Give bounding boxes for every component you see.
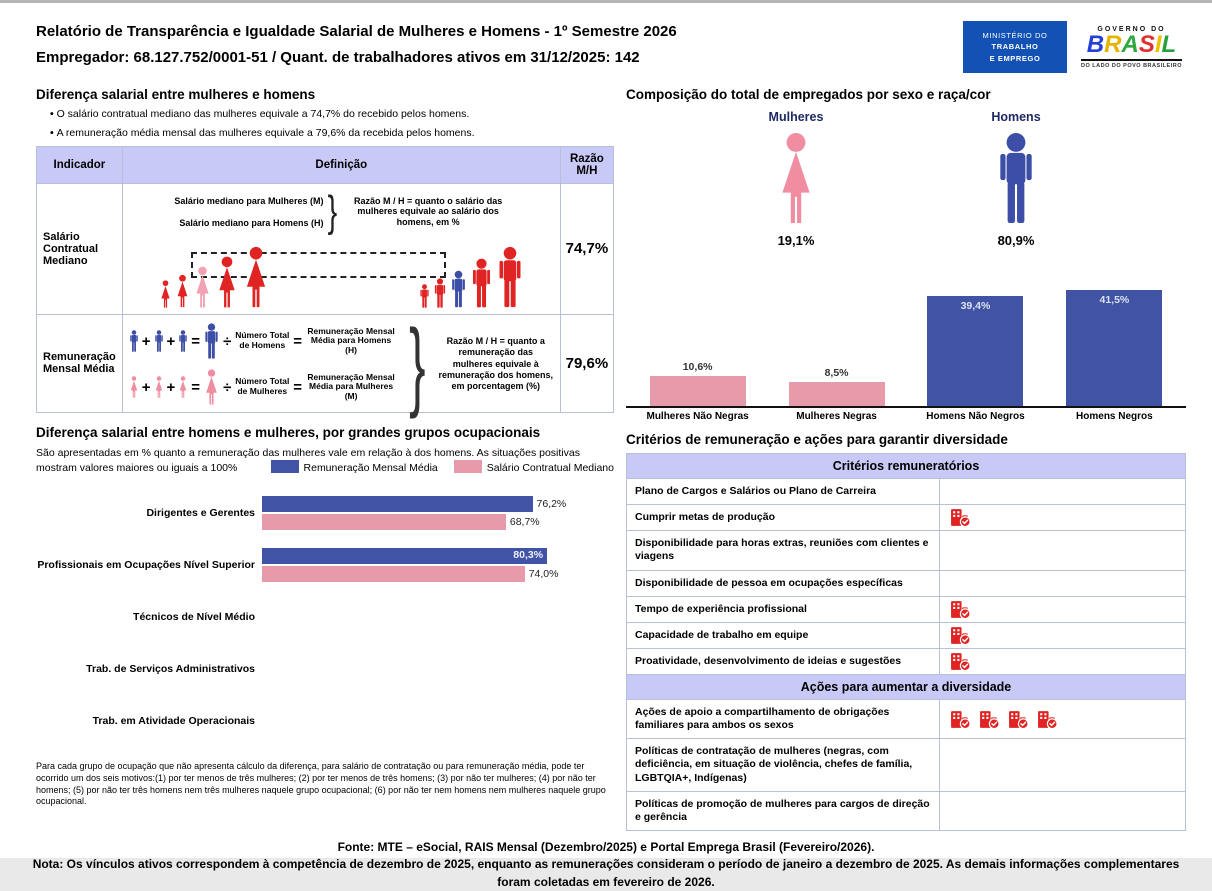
criteria-section-header: Critérios remuneratórios — [627, 454, 1186, 479]
indicator-label: Remuneração Mensal Média — [37, 314, 123, 412]
brace-icon: } — [328, 187, 338, 236]
definition-mean — [122, 308, 560, 419]
company-check-icon — [950, 710, 971, 729]
women-figures-group — [159, 246, 270, 308]
bar-mean — [262, 496, 533, 512]
occupations-title: Diferença salarial entre homens e mulheres, por grandes grupos ocupacionais — [36, 424, 541, 440]
occupations-subtitle-wrap — [36, 446, 614, 475]
men-label: Homens — [991, 110, 1041, 124]
man-icon — [154, 330, 164, 352]
women-block — [721, 110, 871, 248]
category-label: Trab. de Serviços Administrativos — [86, 662, 255, 675]
bar-value: 39,4% — [960, 299, 991, 312]
category-label: Profissionais em Ocupações Nível Superior — [37, 558, 255, 571]
criteria-label: Cumprir metas de produção — [627, 505, 940, 531]
report-footer — [0, 839, 1212, 891]
ratio-median-value: 74,7% — [560, 184, 613, 315]
indicator-table-header — [37, 147, 614, 184]
legend-label-mean: Remuneração Mensal Média — [303, 461, 438, 474]
women-result-label: Remuneração Mensal Média para Mulheres (M) — [307, 371, 395, 402]
gov-logo-brand: BRASIL — [1086, 30, 1177, 58]
men-block — [941, 110, 1091, 248]
people-pictogram — [129, 236, 554, 308]
label-salario-homens: Salário mediano para Homens (H) — [179, 217, 324, 228]
report-body — [0, 77, 1212, 831]
ratio-note-mean: Razão M / H = quanto a remuneração das mulheres equivale à remuneração dos homens, em porcentagem (%) — [438, 336, 554, 392]
mte-logo — [963, 21, 1067, 73]
man-highlight-icon — [450, 270, 467, 308]
chart-row — [36, 539, 614, 591]
report-titles — [36, 19, 677, 71]
mte-logo-line2: TRABALHO — [991, 42, 1039, 52]
men-divisor-label: Número Total de Homens — [235, 330, 290, 351]
indicator-table — [36, 146, 614, 419]
criteria-label: Tempo de experiência profissional — [627, 596, 940, 622]
footer-fonte: Fonte: MTE – eSocial, RAIS Mensal (Dezembro/2025) e Portal Emprega Brasil (Fevereiro/2026). — [337, 839, 875, 854]
woman-icon — [178, 376, 188, 398]
company-check-icon — [950, 600, 971, 619]
criteria-row — [627, 479, 1186, 505]
chart-row — [36, 487, 614, 539]
woman-icon — [175, 274, 190, 308]
composition-axis-labels — [626, 408, 1186, 422]
criteria-label: Disponibilidade para horas extras, reuniões com clientes e viagens — [627, 531, 940, 570]
bar-value: 76,2% — [536, 498, 567, 511]
bar-value: 74,0% — [528, 568, 559, 581]
criteria-row — [627, 791, 1186, 830]
man-icon — [470, 258, 493, 308]
category-label: Dirigentes e Gerentes — [146, 506, 255, 519]
report-subtitle: Empregador: 68.127.752/0001-51 / Quant. de trabalhadores ativos em 31/12/2025: 142 — [36, 49, 640, 66]
man-icon — [129, 330, 139, 352]
company-check-icon — [950, 508, 971, 527]
bar-value: 8,5% — [824, 367, 849, 380]
legend-swatch-pink — [454, 460, 482, 473]
women-label: Mulheres — [768, 110, 824, 124]
axis-label: Homens Negros — [1076, 411, 1153, 422]
brace-icon: } — [409, 308, 426, 419]
chart-row — [36, 591, 614, 643]
indicator-label: Salário Contratual Mediano — [37, 184, 123, 315]
criteria-row — [627, 570, 1186, 596]
right-column — [626, 79, 1186, 831]
col-razao: Razão M/H — [560, 147, 613, 184]
men-figures-group — [419, 246, 524, 308]
bar-mean — [262, 548, 547, 564]
bar-homens-nao-negros — [927, 296, 1023, 406]
bar-median — [262, 566, 525, 582]
salary-gap-title: Diferença salarial entre mulheres e homens — [36, 87, 316, 102]
man-icon — [433, 278, 447, 308]
criteria-row — [627, 505, 1186, 531]
woman-icon — [215, 256, 239, 308]
criteria-row — [627, 531, 1186, 570]
men-percentage: 80,9% — [997, 233, 1035, 248]
criteria-title: Critérios de remuneração e ações para garantir diversidade — [626, 432, 1008, 447]
company-check-icon — [1037, 710, 1058, 729]
woman-icon — [159, 280, 172, 308]
bar-mulheres-negras — [789, 382, 885, 406]
women-percentage: 19,1% — [777, 233, 815, 248]
man-icon — [496, 246, 524, 308]
composition-bar-chart — [626, 260, 1186, 408]
row-salario-mediano — [37, 184, 614, 315]
chart-column — [630, 361, 765, 406]
composition-icons — [626, 108, 1186, 248]
male-icon — [995, 132, 1037, 224]
criteria-label: Plano de Cargos e Salários ou Plano de Carreira — [627, 479, 940, 505]
ratio-mean-value: 79,6% — [560, 314, 613, 412]
man-icon — [419, 284, 430, 308]
gov-logo-tagline: DO LADO DO POVO BRASILEIRO — [1081, 59, 1182, 69]
footer-nota: Nota: Os vínculos ativos correspondem à competência de dezembro de 2025, enquanto as remunerações consideram o período de janeiro a dezembro de 2025. As demais informações complementares foram coletadas em fevereiro de 2026. — [32, 857, 1180, 889]
company-check-icon — [950, 626, 971, 645]
woman-highlight-icon — [193, 266, 212, 308]
mte-logo-line1: MINISTÉRIO DO — [982, 31, 1048, 41]
col-definicao: Definição — [122, 147, 560, 184]
woman-icon — [129, 376, 139, 398]
axis-label: Mulheres Não Negras — [646, 411, 749, 422]
header-logos — [963, 21, 1186, 73]
criteria-row — [627, 622, 1186, 648]
women-formula: + + = ÷ Número Total de Mulheres = Remuneração Mensal Média para Mulheres (M) — [129, 369, 397, 405]
criteria-label: Ações de apoio a compartilhamento de obrigações familiares para ambos os sexos — [627, 700, 940, 739]
company-check-icon — [950, 652, 971, 671]
criteria-label: Políticas de promoção de mulheres para cargos de direção e gerência — [627, 791, 940, 830]
bar-value: 68,7% — [509, 516, 540, 529]
label-salario-mulheres: Salário mediano para Mulheres (M) — [174, 195, 324, 206]
bar-value: 41,5% — [1099, 293, 1130, 306]
criteria-table — [626, 453, 1186, 831]
criteria-label: Políticas de contratação de mulheres (negras, com deficiência, em situação de violência, chefes de família, LGBTQIA+, Indígenas) — [627, 739, 940, 791]
report-header — [0, 3, 1212, 77]
woman-icon — [154, 376, 164, 398]
left-column — [36, 79, 614, 831]
axis-label: Homens Não Negros — [926, 411, 1025, 422]
composition-title: Composição do total de empregados por sexo e raça/cor — [626, 87, 991, 102]
woman-icon — [203, 369, 220, 405]
bar-median — [262, 514, 506, 530]
bar-mulheres-nao-negras — [650, 376, 746, 406]
criteria-row — [627, 739, 1186, 791]
man-icon — [178, 330, 188, 352]
chart-column — [908, 296, 1043, 406]
men-result-label: Remuneração Mensal Média para Homens (H) — [307, 325, 395, 356]
legend-swatch-blue — [271, 460, 299, 473]
chart-legend — [271, 460, 614, 476]
women-divisor-label: Número Total de Mulheres — [235, 376, 290, 397]
bullet-median: • O salário contratual mediano das mulheres equivale a 74,7% do recebido pelos homens. — [50, 108, 614, 120]
chart-row — [36, 643, 614, 695]
legend-label-median: Salário Contratual Mediano — [486, 461, 614, 474]
ratio-note-median: Razão M / H = quanto o salário das mulheres equivale ao salário dos homens, em % — [354, 195, 503, 228]
company-check-icon — [1008, 710, 1029, 729]
axis-label: Mulheres Negras — [796, 411, 877, 422]
occupations-subtitle: São apresentadas em % quanto a remuneração das mulheres vale em relação à dos homens. As situações positivas mostram valores maiores ou iguais a 100% — [36, 446, 580, 474]
bullet-mean: • A remuneração média mensal das mulheres equivale a 79,6% da recebida pelos homens. — [50, 127, 614, 139]
row-remuneracao-media — [37, 314, 614, 412]
definition-median — [122, 184, 560, 315]
governo-brasil-logo — [1077, 21, 1186, 73]
category-label: Técnicos de Nível Médio — [133, 610, 255, 623]
occupations-bar-chart — [36, 487, 614, 747]
criteria-label: Disponibilidade de pessoa em ocupações específicas — [627, 570, 940, 596]
gov-logo-top: GOVERNO DO — [1097, 25, 1166, 33]
col-indicador: Indicador — [37, 147, 123, 184]
bar-value: 10,6% — [682, 361, 713, 374]
salary-gap-bullets — [36, 108, 614, 139]
criteria-label: Proatividade, desenvolvimento de ideias e sugestões — [627, 648, 940, 674]
man-icon — [203, 323, 220, 359]
criteria-row — [627, 648, 1186, 674]
female-icon — [775, 132, 817, 224]
mte-logo-line3: E EMPREGO — [989, 53, 1041, 63]
occupations-footnote: Para cada grupo de ocupação que não apresenta cálculo da diferença, para salário de contratação ou para remuneração média, pode ter ocorrido um dos seis motivos:(1) por ter menos de três mulheres; (2) por ter menos de três homens; (3) por não ter mulheres; (4) por não ter homens; (5) por não ter três homens nem três mulheres naquele grupo ocupacional; (6) por não ter nem homens nem mulheres naquele grupo ocupacional. — [36, 761, 606, 807]
chart-column — [1047, 290, 1182, 406]
report-title: Relatório de Transparência e Igualdade Salarial de Mulheres e Homens - 1º Semestre 2026 — [36, 23, 677, 40]
criteria-row — [627, 700, 1186, 739]
company-check-icon — [979, 710, 1000, 729]
men-formula: + + = ÷ Número Total de Homens = Remuneração Mensal Média para Homens (H) — [129, 323, 397, 359]
chart-row — [36, 695, 614, 747]
bar-value: 80,3% — [513, 549, 544, 562]
category-label: Trab. em Atividade Operacionais — [92, 714, 255, 727]
criteria-row — [627, 596, 1186, 622]
bar-homens-negros — [1066, 290, 1162, 406]
woman-icon — [242, 246, 270, 308]
chart-column — [769, 367, 904, 406]
criteria-section-header: Ações para aumentar a diversidade — [627, 675, 1186, 700]
criteria-label: Capacidade de trabalho em equipe — [627, 622, 940, 648]
